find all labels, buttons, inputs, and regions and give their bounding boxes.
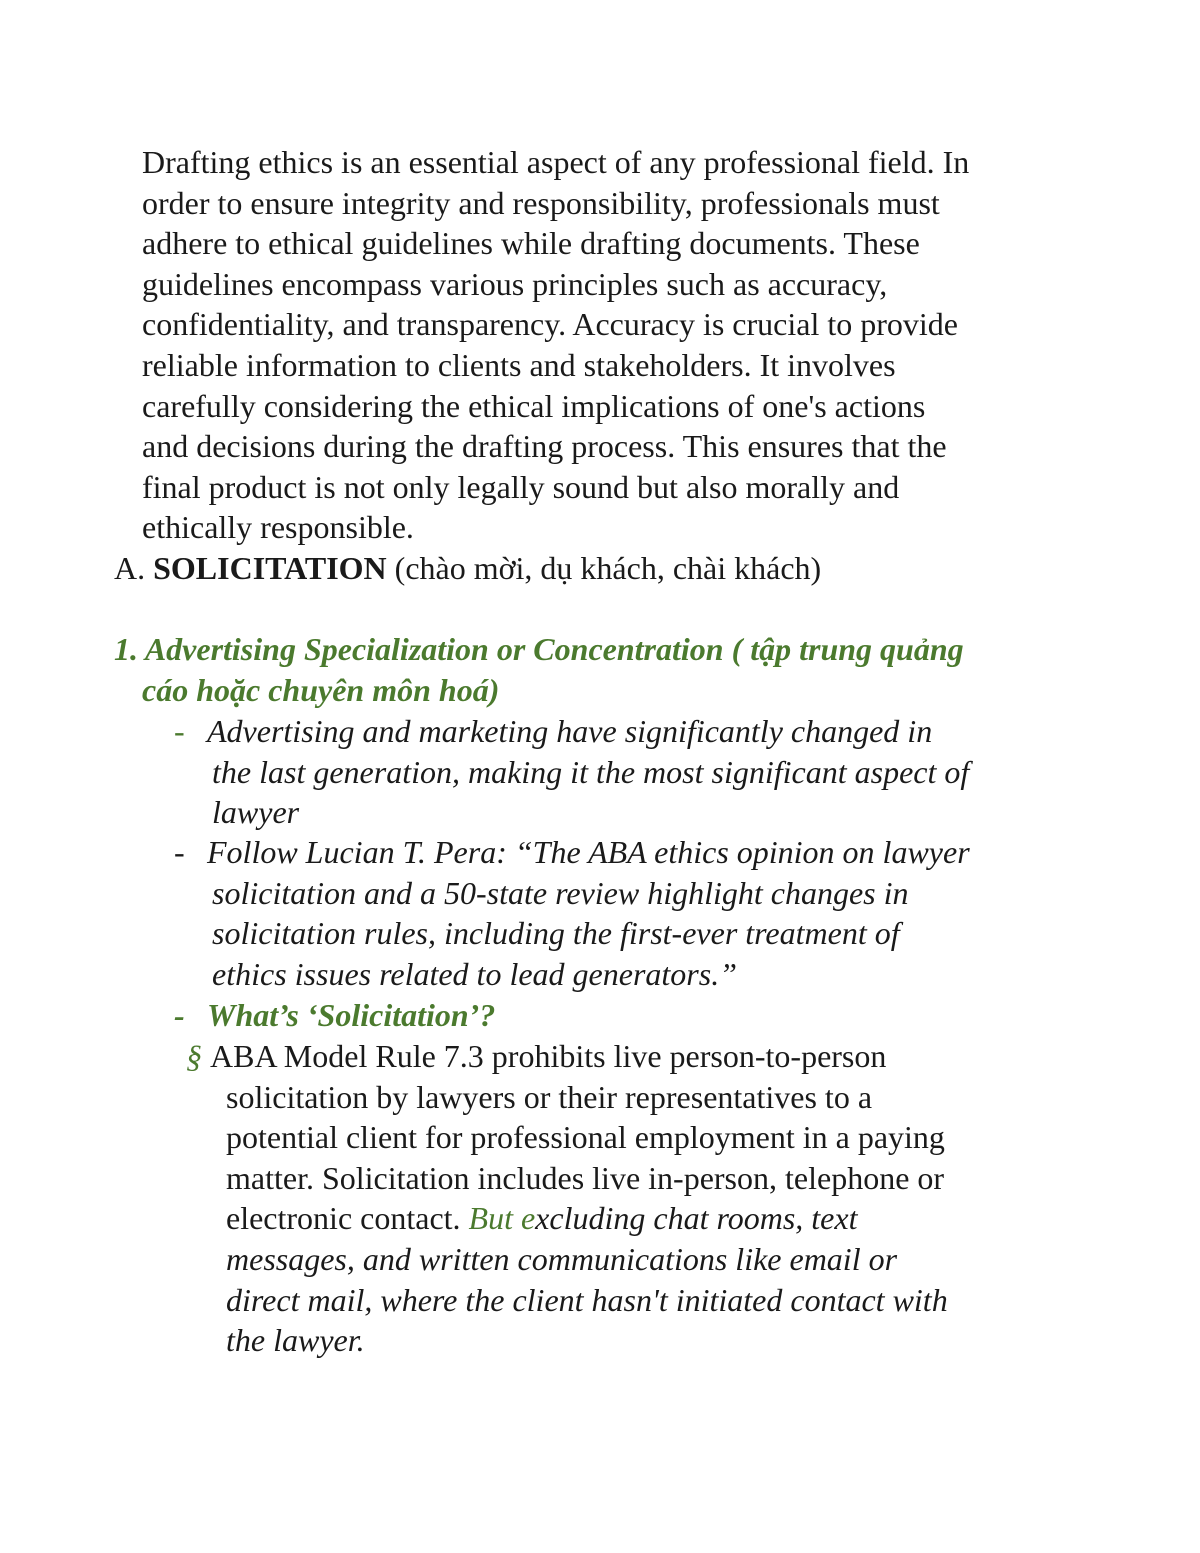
section-a-translation: (chào mời, dụ khách, chài khách) xyxy=(386,550,822,586)
rule-line: direct mail, where the client hasn't initiated contact with xyxy=(226,1281,948,1318)
section-a-prefix: A. xyxy=(114,550,154,586)
subsection-1-line: cáo hoặc chuyên môn hoá) xyxy=(142,671,500,708)
bullet-dash: - xyxy=(174,713,185,749)
intro-line: order to ensure integrity and responsibility, professionals must xyxy=(142,184,940,221)
subsection-1-heading xyxy=(114,629,1074,710)
intro-line: and decisions during the drafting process. This ensures that the xyxy=(142,428,947,465)
rule-text-highlight: But e xyxy=(468,1200,536,1237)
rule-text-plain: electronic contact. xyxy=(226,1200,469,1237)
section-a-heading xyxy=(114,548,821,589)
intro-line: confidentiality, and transparency. Accuracy is crucial to provide xyxy=(142,306,958,343)
intro-line: ethically responsible. xyxy=(142,509,414,546)
bullet-dash: - xyxy=(174,997,185,1033)
bullet-line: Advertising and marketing have significantly changed in xyxy=(207,713,933,749)
bullet-advertising xyxy=(174,711,1074,833)
section-symbol-icon: § xyxy=(186,1038,202,1074)
intro-line: final product is not only legally sound but also morally and xyxy=(142,468,900,505)
bullet-line: solicitation rules, including the first-ever treatment of xyxy=(212,915,900,952)
rule-line: solicitation by lawyers or their representatives to a xyxy=(226,1078,873,1115)
rule-line: messages, and written communications like email or xyxy=(226,1240,898,1277)
bullet-line: the last generation, making it the most significant aspect of xyxy=(212,753,970,790)
intro-line: guidelines encompass various principles such as accuracy, xyxy=(142,265,888,302)
aba-rule-paragraph xyxy=(186,1036,1066,1361)
bullet-line: ethics issues related to lead generators.” xyxy=(212,955,737,992)
intro-line: adhere to ethical guidelines while drafting documents. These xyxy=(142,225,920,262)
bullet-dash: - xyxy=(174,834,185,870)
bullet-line: Follow Lucian T. Pera: “The ABA ethics opinion on lawyer xyxy=(207,834,970,870)
bullet-line: What’s ‘Solicitation’? xyxy=(207,997,496,1033)
intro-paragraph xyxy=(142,142,1072,548)
rule-line: potential client for professional employment in a paying xyxy=(226,1119,945,1156)
intro-line: Drafting ethics is an essential aspect of any professional field. In xyxy=(142,144,970,180)
rule-line: ABA Model Rule 7.3 prohibits live person-to-person xyxy=(210,1038,887,1074)
bullet-whats-solicitation xyxy=(174,995,1074,1036)
rule-line xyxy=(186,1198,1066,1239)
bullet-line: lawyer xyxy=(212,794,300,831)
rule-line: the lawyer. xyxy=(226,1322,365,1359)
bullet-line: solicitation and a 50-state review highlight changes in xyxy=(212,874,909,911)
rule-text-italic: xcluding chat rooms, text xyxy=(535,1200,858,1237)
rule-line: matter. Solicitation includes live in-person, telephone or xyxy=(226,1159,945,1196)
section-a-title: SOLICITATION xyxy=(153,550,387,586)
intro-line: reliable information to clients and stakeholders. It involves xyxy=(142,346,896,383)
subsection-1-line: 1. Advertising Specialization or Concentration ( tập trung quảng xyxy=(114,631,964,667)
bullet-lucian-pera xyxy=(174,832,1074,994)
intro-line: carefully considering the ethical implications of one's actions xyxy=(142,387,926,424)
